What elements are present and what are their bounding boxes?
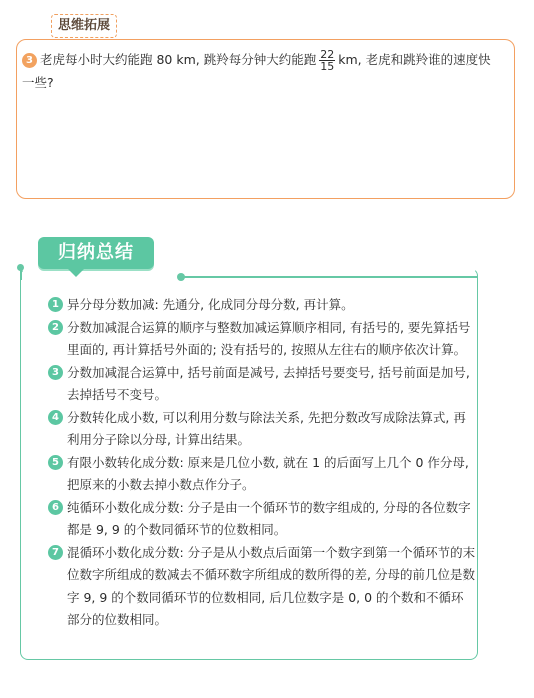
item-text: 分数加减混合运算中, 括号前面是减号, 去掉括号要变号, 括号前面是加号, 去掉括号不变号。 <box>67 364 470 402</box>
item-text: 纯循环小数化成分数: 分子是由一个循环节的数字组成的, 分母的各位数字都是 9, 9 的个数同循环节的位数相同。 <box>67 499 471 537</box>
item-text: 异分母分数加减: 先通分, 化成同分母分数, 再计算。 <box>67 297 354 312</box>
item-number-badge: 5 <box>48 455 63 470</box>
question-text-before: 老虎每小时大约能跑 80 km, 跳羚每分钟大约能跑 <box>40 52 317 67</box>
question-fraction <box>319 49 335 72</box>
item-text: 有限小数转化成分数: 原来是几位小数, 就在 1 的后面写上几个 0 作分母, 把原来的小数去掉小数点作分子。 <box>67 454 469 492</box>
summary-frame-top-line <box>180 276 477 278</box>
frame-dot-left <box>17 264 24 271</box>
summary-title-banner: 归纳总结 <box>38 237 154 269</box>
item-number-badge: 7 <box>48 545 63 560</box>
summary-item <box>48 542 476 632</box>
summary-item <box>48 317 476 362</box>
question-text-after: km, 老虎和跳羚谁的速度快一些? <box>22 52 491 90</box>
item-number-badge: 2 <box>48 320 63 335</box>
summary-list <box>48 294 476 632</box>
item-text: 分数转化成小数, 可以利用分数与除法关系, 先把分数改写成除法算式, 再利用分子除以分母, 计算出结果。 <box>67 409 466 447</box>
summary-item <box>48 407 476 452</box>
frame-dot-top <box>177 273 185 281</box>
summary-item <box>48 362 476 407</box>
fraction-numerator: 22 <box>320 48 335 61</box>
fraction-denominator: 15 <box>320 60 335 73</box>
item-number-badge: 6 <box>48 500 63 515</box>
item-number-badge: 4 <box>48 410 63 425</box>
item-number-badge: 3 <box>48 365 63 380</box>
item-number-badge: 1 <box>48 297 63 312</box>
summary-item <box>48 294 476 317</box>
extension-tag: 思维拓展 <box>51 14 117 38</box>
item-text: 分数加减混合运算的顺序与整数加减运算顺序相同, 有括号的, 要先算括号里面的, 再计算括号外面的; 没有括号的, 按照从左往右的顺序依次计算。 <box>67 319 471 357</box>
summary-item <box>48 452 476 497</box>
item-text: 混循环小数化成分数: 分子是从小数点后面第一个数字到第一个循环节的末位数字所组成的数减去不循环数字所组成的数所得的差, 分母的前几位是数字 9, 9 的个数同循环节的位数相同, 后几位数字是 0, 0 的个数和不循环部分的位数相同。 <box>67 544 476 627</box>
summary-item <box>48 497 476 542</box>
extension-question <box>22 49 502 94</box>
question-number-badge: 3 <box>22 53 37 68</box>
